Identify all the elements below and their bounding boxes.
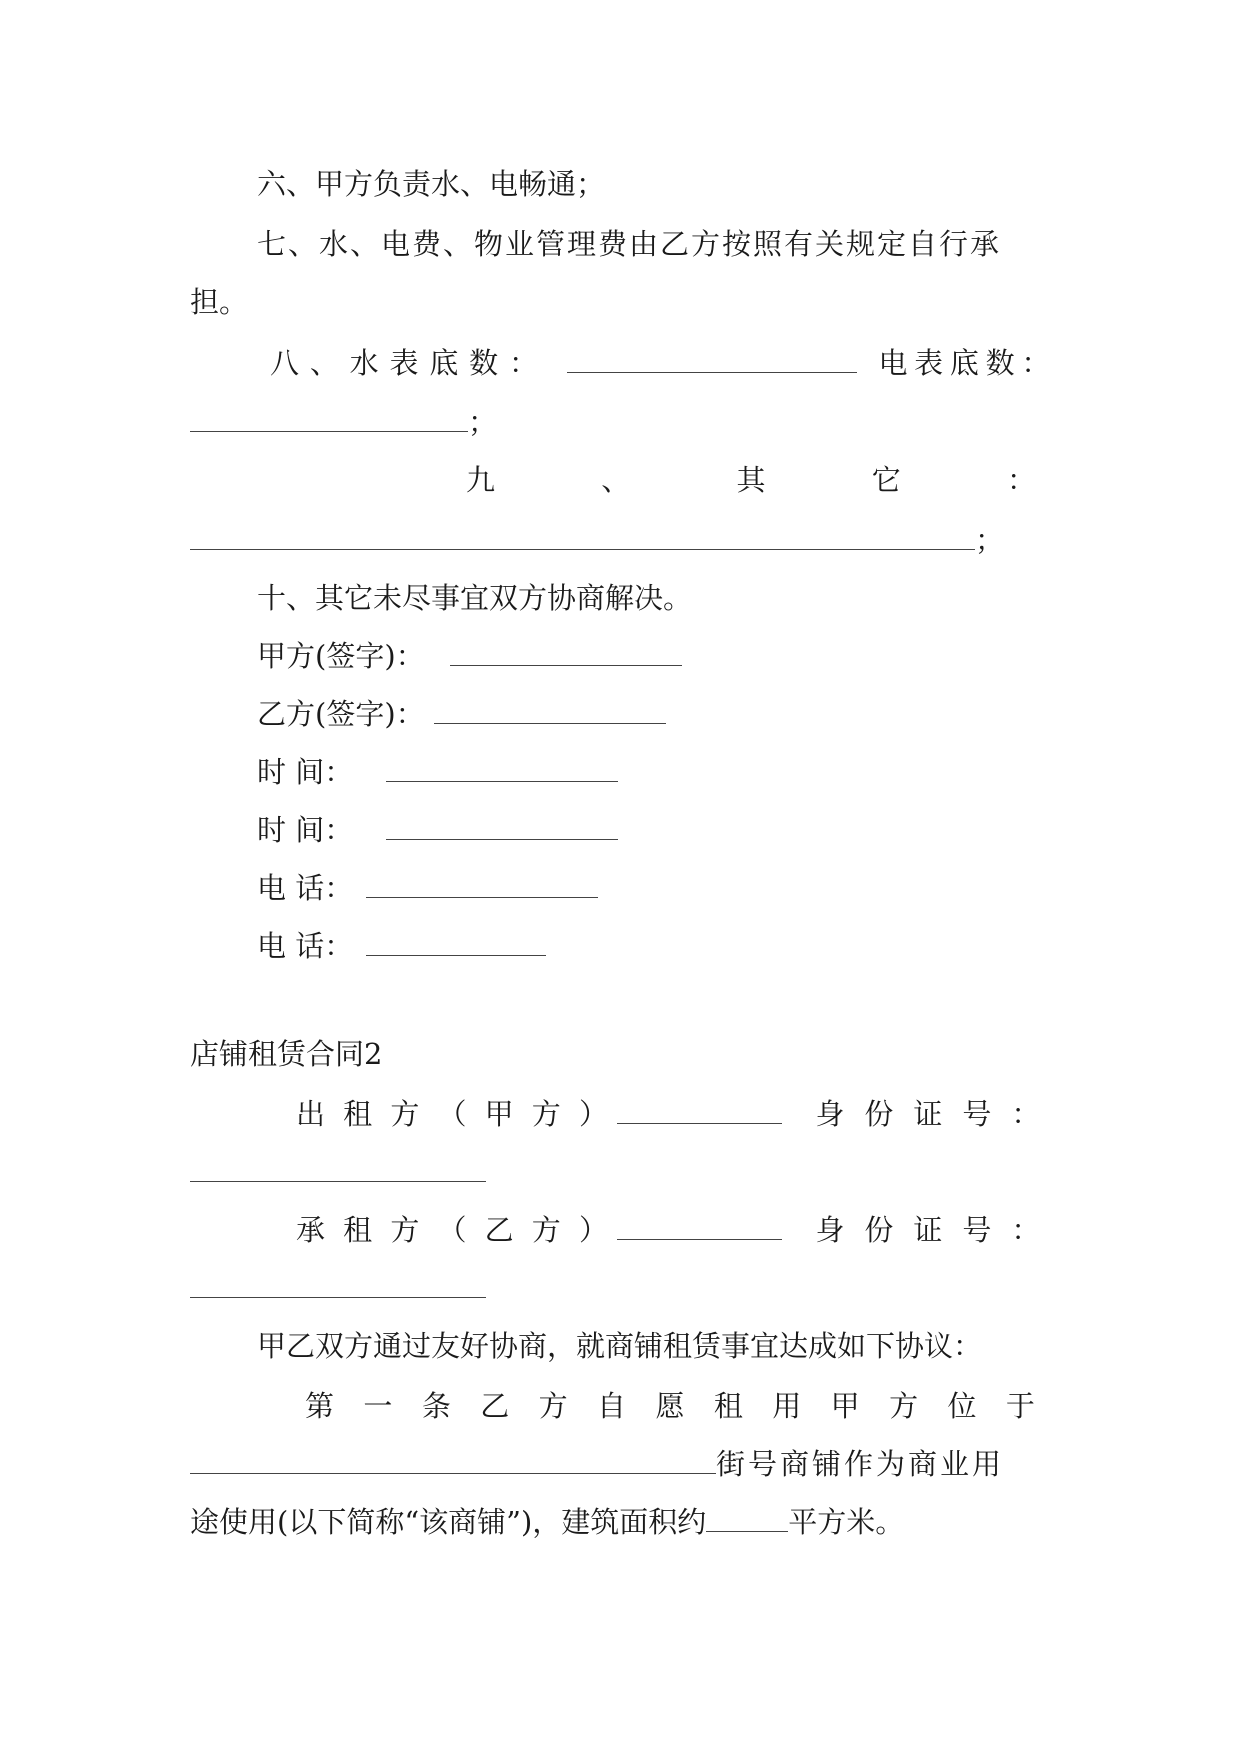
- lessor-label: 出 租 方 （ 甲 方 ）: [296, 1097, 608, 1131]
- lessor-id-blank[interactable]: [190, 1153, 486, 1182]
- clause-7-line-1: 七、水、电费、物业管理费由乙方按照有关规定自行承: [257, 227, 1002, 261]
- area-blank[interactable]: [706, 1503, 788, 1532]
- clause-6: 六、甲方负责水、电畅通；: [257, 167, 606, 201]
- article-1-line-1: 第 一 条 乙 方 自 愿 租 用 甲 方 位 于: [305, 1389, 1035, 1423]
- water-meter-label: 八 、 水 表 底 数 ：: [270, 346, 538, 380]
- contract-2-title: 店铺租赁合同2: [190, 1037, 383, 1071]
- time-label: 时 间：: [257, 755, 354, 789]
- lessee-id-blank[interactable]: [190, 1269, 486, 1298]
- time-row-1: [257, 752, 618, 792]
- location-blank[interactable]: [190, 1445, 716, 1474]
- lessee-name-blank[interactable]: [617, 1211, 782, 1240]
- article-1-line-2: 街号商铺作为商业用: [190, 1444, 1004, 1484]
- time-row-2: [257, 810, 618, 850]
- phone-blank[interactable]: [366, 869, 598, 898]
- other-terms-blank[interactable]: [190, 521, 975, 550]
- lessee-label: 承 租 方 （ 乙 方 ）: [296, 1213, 608, 1247]
- lessor-id-label: 身 份 证 号 ：: [815, 1097, 1041, 1131]
- party-a-signature-row: [257, 636, 682, 676]
- clause-8-line-2: ；: [190, 402, 497, 442]
- time-blank[interactable]: [386, 811, 618, 840]
- electric-meter-label: 电 表 底 数 ：: [878, 346, 1051, 380]
- lessor-row: [296, 1094, 1041, 1134]
- phone-blank[interactable]: [366, 927, 546, 956]
- article-1-line-3: 途使用(以下简称“该商铺”)，建筑面积约 平方米。: [190, 1505, 905, 1539]
- phone-row-2: [257, 926, 546, 966]
- phone-label: 电 话：: [257, 929, 354, 963]
- clause-9-line-1: 九 、 其 它 ：: [466, 463, 1036, 497]
- party-b-signature-row: [257, 694, 666, 734]
- time-label: 时 间：: [257, 813, 354, 847]
- lessee-id-label: 身 份 证 号 ：: [815, 1213, 1041, 1247]
- party-b-signature-blank[interactable]: [434, 695, 666, 724]
- lessor-name-blank[interactable]: [617, 1095, 782, 1124]
- clause-8-line-1: [270, 343, 1051, 383]
- phone-label: 电 话：: [257, 871, 354, 905]
- party-a-signature-blank[interactable]: [450, 637, 682, 666]
- phone-row-1: [257, 868, 598, 908]
- intro-paragraph: 甲乙双方通过友好协商，就商铺租赁事宜达成如下协议：: [257, 1329, 983, 1363]
- clause-9-line-2: ；: [190, 520, 1004, 560]
- lessee-id-row: [190, 1268, 486, 1308]
- party-b-signature-label: 乙方(签字)：: [257, 697, 425, 731]
- time-blank[interactable]: [386, 753, 618, 782]
- lessee-row: [296, 1210, 1041, 1250]
- lessor-id-row: [190, 1152, 486, 1192]
- water-meter-blank[interactable]: [567, 344, 857, 373]
- clause-10: 十、其它未尽事宜双方协商解决。: [257, 581, 693, 615]
- party-a-signature-label: 甲方(签字)：: [257, 639, 425, 673]
- clause-7-line-2: 担。: [190, 285, 249, 319]
- electric-meter-blank[interactable]: [190, 403, 468, 432]
